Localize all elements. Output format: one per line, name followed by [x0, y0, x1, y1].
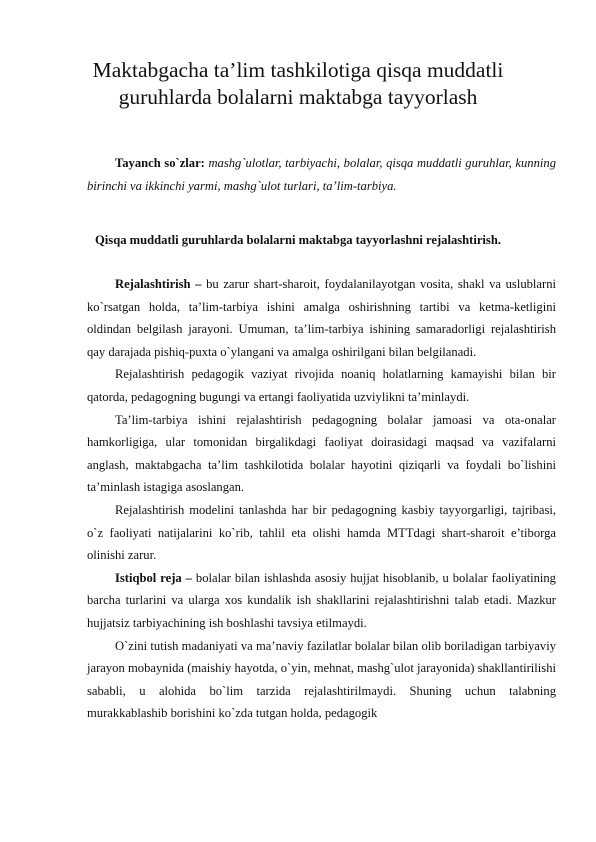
- paragraph-5: [87, 567, 556, 635]
- term-istiqbol-reja: Istiqbol reja –: [115, 570, 192, 585]
- paragraph-3: [87, 409, 556, 499]
- keywords-label: Tayanch so`zlar:: [115, 156, 205, 170]
- paragraph-text: Rejalashtirish pedagogik vaziyat rivojida noaniq holatlarning kamayishi bilan bir qatorda, pedagogning bugungi va ertangi faoliyatida uzviylikni ta’minlaydi.: [87, 367, 556, 404]
- paragraph-2: [87, 363, 556, 408]
- paragraph-6: [87, 635, 556, 725]
- paragraph-4: [87, 499, 556, 567]
- keywords-block: [87, 152, 556, 197]
- paragraph-text: O`zini tutish madaniyati va ma’naviy fazilatlar bolalar bilan olib boriladigan tarbiyaviy jarayon mobaynida (maishiy hayotda, o`yin, mehnat, mashg`ulot jarayonida) shakllantirilishi sababli, u alohida bo`lim tarzida rejalashtirilmaydi. Shuning uchun talabning murakkablashib borishini ko`zda tutgan holda, pedagogik: [87, 638, 556, 721]
- main-text: [87, 273, 556, 725]
- paragraph-text: Ta’lim-tarbiya ishini rejalashtirish pedagogning bolalar jamoasi va ota-onalar hamkorligiga, ular tomonidan birgalikdagi faoliyat doirasidagi maqsad va vazifalarni anglash, maktabgacha ta’lim tashkilotida bolalar hayotini qiziqarli va foydali bo`lishini ta’minlash istagiga asoslangan.: [87, 412, 556, 495]
- keywords-text: mashg`ulotlar, tarbiyachi, bolalar, qisqa muddatli guruhlar, kunning birinchi va ikkinchi yarmi, mashg`ulot turlari, ta’lim-tarbiya.: [87, 156, 556, 193]
- paragraph-1: [87, 273, 556, 363]
- keywords-paragraph: [87, 152, 556, 197]
- document-title: Maktabgacha ta’lim tashkilotiga qisqa muddatli guruhlarda bolalarni maktabga tayyorlash: [92, 58, 504, 109]
- paragraph-text: Rejalashtirish modelini tanlashda har bir pedagogning kasbiy tayyorgarligi, tajribasi, o`z faoliyati natijalarini ko`rib, tahlil eta olishi hamda MTTdagi shart-sharoit e’tiborga olinishi zarur.: [87, 502, 556, 563]
- section-heading: Qisqa muddatli guruhlarda bolalarni maktabga tayyorlashni rejalashtirish.: [95, 233, 501, 247]
- paragraph-text: bolalar bilan ishlashda asosiy hujjat hisoblanib, u bolalar faoliyatining barcha turlarini va ularga xos kundalik ish shakllarini rejalashtirishni talab etadi. Mazkur hujjatsiz tarbiyachining ish boshlashi tavsiya etilmaydi.: [87, 570, 556, 630]
- paragraph-text: bu zarur shart-sharoit, foydalanilayotgan vosita, shakl va uslublarni ko`rsatgan holda, ta’lim-tarbiya ishini amalga oshirishning tartibi va ketma-ketligini oldindan belgilash jarayoni. Umuman, ta’lim-tarbiya ishining samaradorligi rejalashtirish qay darajada pishiq-puxta o`ylangani va amalga oshirilgani bilan belgilanadi.: [87, 277, 556, 359]
- term-rejalashtirish: Rejalashtirish –: [115, 277, 202, 291]
